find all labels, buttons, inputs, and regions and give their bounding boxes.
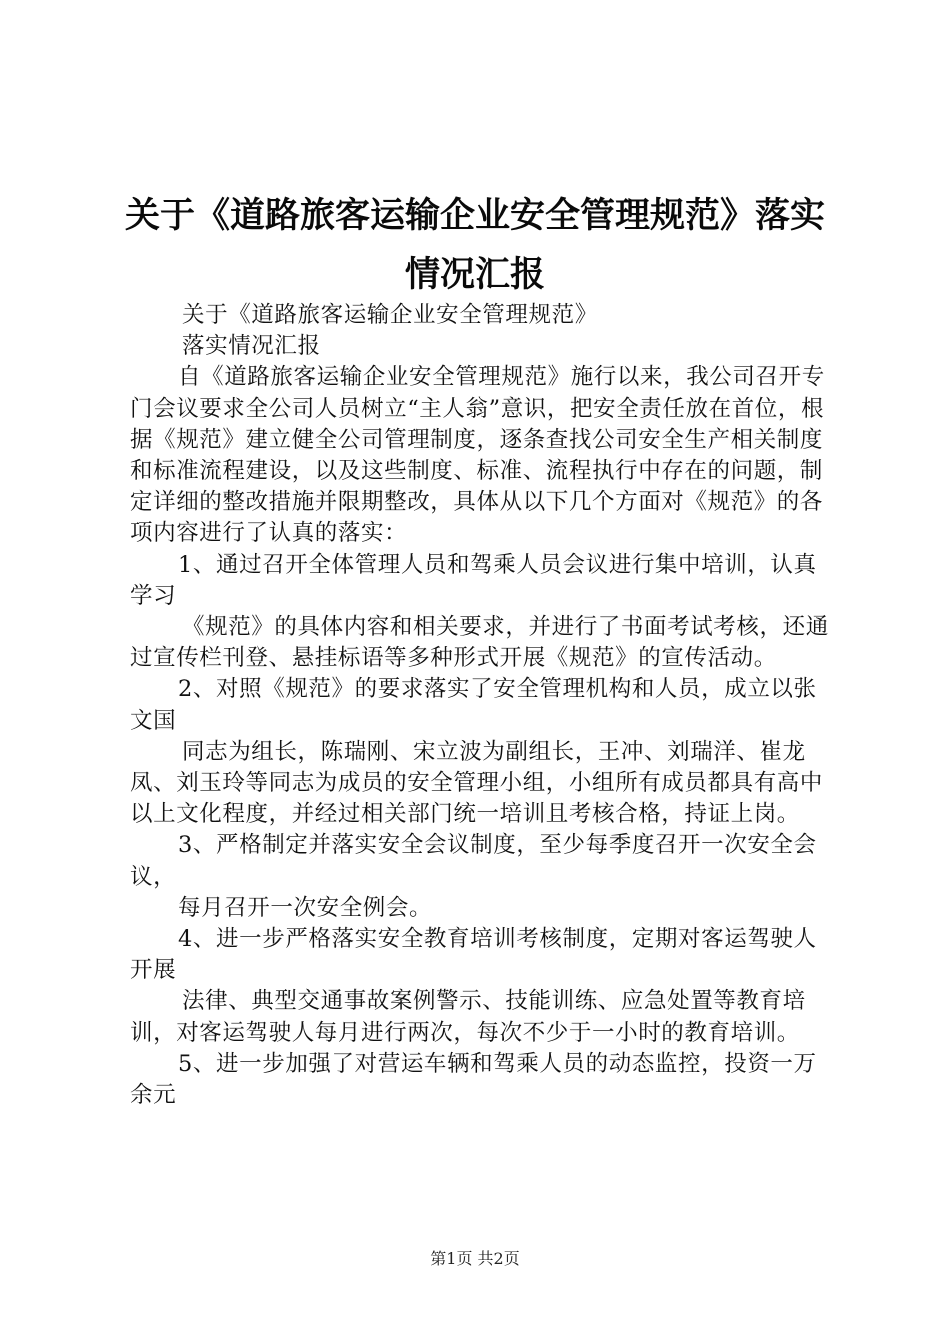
item-2-heading: 2、对照《规范》的要求落实了安全管理机构和人员，成立以张文国: [130, 676, 817, 734]
item-3-heading: 3、严格制定并落实安全会议制度，至少每季度召开一次安全会议，: [130, 832, 817, 890]
item-1-heading: 1、通过召开全体管理人员和驾乘人员会议进行集中培训，认真学习: [130, 551, 817, 609]
item-3-body: 每月召开一次安全例会。: [178, 894, 433, 921]
document-title-line-2: 情况汇报: [404, 255, 545, 295]
document-title-line-1: 关于《道路旅客运输企业安全管理规范》落实: [124, 196, 825, 236]
item-4-heading: 4、进一步严格落实安全教育培训考核制度，定期对客运驾驶人开展: [130, 926, 817, 984]
item-4-body: 法律、典型交通事故案例警示、技能训练、应急处置等教育培训，对客运驾驶人每月进行两次，每次不少于一小时的教育培训。: [130, 988, 806, 1046]
subtitle-line-2: 落实情况汇报: [182, 333, 321, 360]
item-1-body: 《规范》的具体内容和相关要求，并进行了书面考试考核，还通过宣传栏刊登、悬挂标语等多种形式开展《规范》的宣传活动。: [130, 614, 829, 672]
intro-paragraph: 自《道路旅客运输企业安全管理规范》施行以来，我公司召开专门会议要求全公司人员树立“主人翁”意识，把安全责任放在首位，根据《规范》建立健全公司管理制度，逐条查找公司安全生产相关制度和标准流程建设，以及这些制度、标准、流程执行中存在的问题，制定详细的整改措施并限期整改，具体从以下几个方面对《规范》的各项内容进行了认真的落实：: [130, 364, 825, 547]
page-footer: 第1页 共2页: [430, 1249, 520, 1268]
subtitle-line-1: 关于《道路旅客运输企业安全管理规范》: [182, 302, 598, 328]
item-5-heading: 5、进一步加强了对营运车辆和驾乘人员的动态监控，投资一万余元: [130, 1050, 817, 1109]
document-body: [130, 300, 830, 1111]
item-2-body: 同志为组长，陈瑞刚、宋立波为副组长，王冲、刘瑞洋、崔龙凤、刘玉玲等同志为成员的安全管理小组，小组所有成员都具有高中以上文化程度，并经过相关部门统一培训且考核合格，持证上岗。: [130, 738, 824, 828]
